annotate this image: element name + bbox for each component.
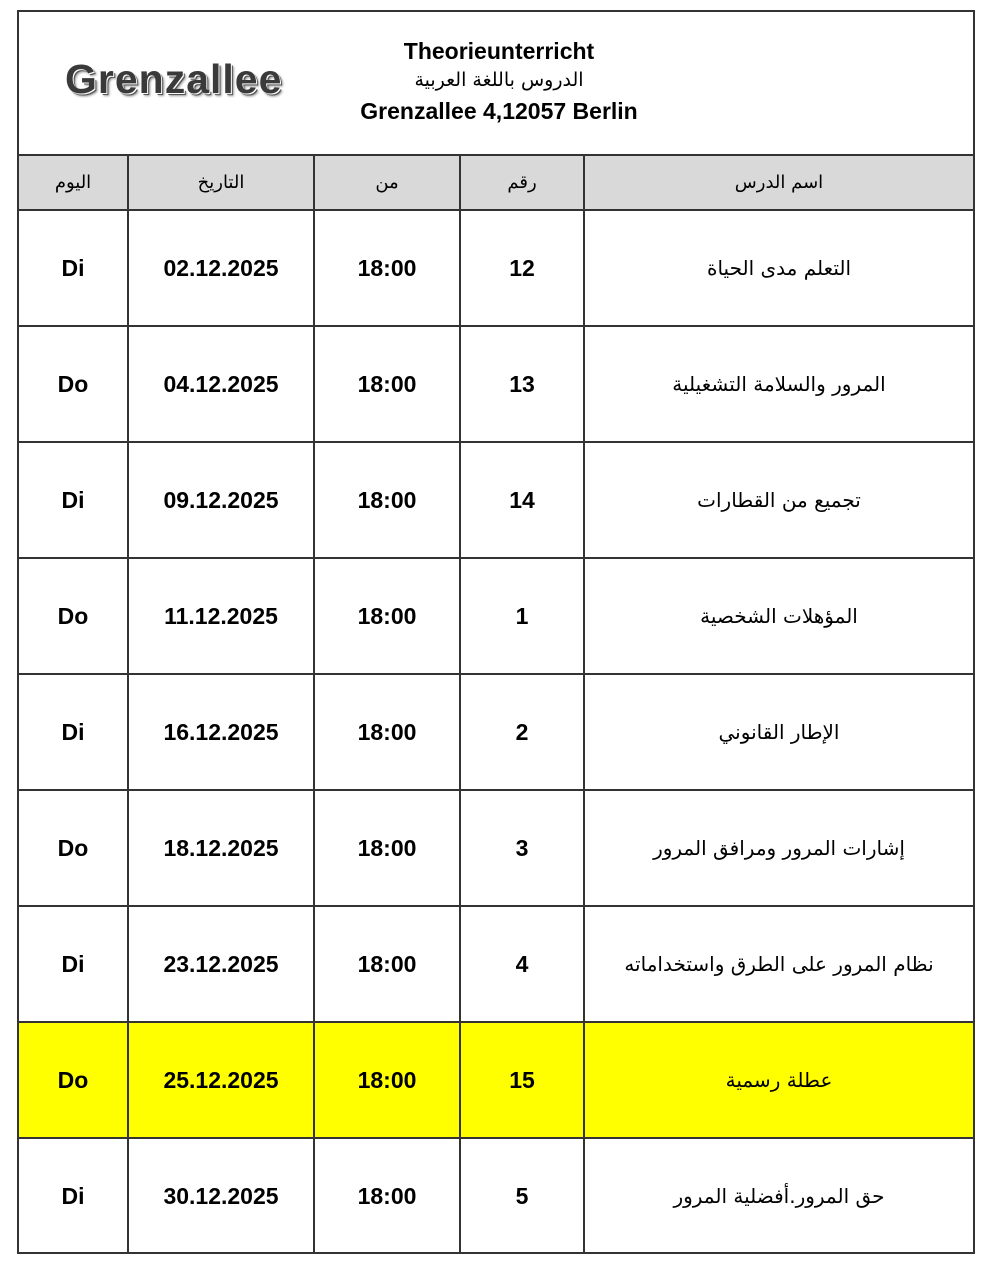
cell-from: 18:00 [314, 558, 460, 674]
cell-lesson: التعلم مدى الحياة [584, 210, 973, 326]
cell-date: 11.12.2025 [128, 558, 314, 674]
cell-day: Di [19, 674, 128, 790]
cell-lesson: تجميع من القطارات [584, 442, 973, 558]
cell-number: 14 [460, 442, 584, 558]
cell-number: 4 [460, 906, 584, 1022]
cell-date: 23.12.2025 [128, 906, 314, 1022]
cell-from: 18:00 [314, 210, 460, 326]
table-body [19, 210, 973, 1253]
schedule-sheet [17, 10, 975, 1254]
column-header-lesson: اسم الدرس [584, 156, 973, 210]
table-row [19, 1022, 973, 1138]
table-row [19, 442, 973, 558]
cell-lesson: المرور والسلامة التشغيلية [584, 326, 973, 442]
cell-date: 04.12.2025 [128, 326, 314, 442]
cell-number: 2 [460, 674, 584, 790]
cell-number: 13 [460, 326, 584, 442]
table-row [19, 558, 973, 674]
cell-day: Do [19, 326, 128, 442]
cell-day: Di [19, 442, 128, 558]
cell-from: 18:00 [314, 326, 460, 442]
cell-number: 3 [460, 790, 584, 906]
column-header-number: رقم [460, 156, 584, 210]
cell-from: 18:00 [314, 790, 460, 906]
cell-date: 16.12.2025 [128, 674, 314, 790]
cell-lesson: الإطار القانوني [584, 674, 973, 790]
cell-date: 18.12.2025 [128, 790, 314, 906]
cell-lesson: حق المرور.أفضلية المرور [584, 1138, 973, 1253]
document-title: Theorieunterricht [403, 38, 595, 64]
cell-number: 12 [460, 210, 584, 326]
title-block [299, 36, 699, 128]
cell-number: 5 [460, 1138, 584, 1253]
lesson-schedule-table [19, 156, 973, 1253]
table-row [19, 326, 973, 442]
cell-from: 18:00 [314, 1022, 460, 1138]
cell-date: 25.12.2025 [128, 1022, 314, 1138]
column-header-date: التاريخ [128, 156, 314, 210]
table-row [19, 210, 973, 326]
cell-lesson: المؤهلات الشخصية [584, 558, 973, 674]
cell-from: 18:00 [314, 442, 460, 558]
document-subtitle: الدروس باللغة العربية [414, 69, 584, 91]
cell-number: 15 [460, 1022, 584, 1138]
cell-day: Di [19, 1138, 128, 1253]
logo-text: Grenzallee [65, 56, 283, 102]
table-row [19, 906, 973, 1022]
table-header-row [19, 156, 973, 210]
cell-day: Do [19, 790, 128, 906]
cell-day: Do [19, 1022, 128, 1138]
cell-lesson: نظام المرور على الطرق واستخداماته [584, 906, 973, 1022]
cell-date: 02.12.2025 [128, 210, 314, 326]
cell-date: 30.12.2025 [128, 1138, 314, 1253]
column-header-from: من [314, 156, 460, 210]
document-address: Grenzallee 4,12057 Berlin [360, 98, 638, 124]
cell-day: Di [19, 906, 128, 1022]
column-header-day: اليوم [19, 156, 128, 210]
cell-from: 18:00 [314, 1138, 460, 1253]
cell-day: Do [19, 558, 128, 674]
cell-lesson: عطلة رسمية [584, 1022, 973, 1138]
cell-from: 18:00 [314, 906, 460, 1022]
cell-day: Di [19, 210, 128, 326]
cell-date: 09.12.2025 [128, 442, 314, 558]
cell-number: 1 [460, 558, 584, 674]
table-row [19, 674, 973, 790]
cell-from: 18:00 [314, 674, 460, 790]
table-row [19, 790, 973, 906]
document-header [19, 12, 973, 156]
cell-lesson: إشارات المرور ومرافق المرور [584, 790, 973, 906]
table-row [19, 1138, 973, 1253]
